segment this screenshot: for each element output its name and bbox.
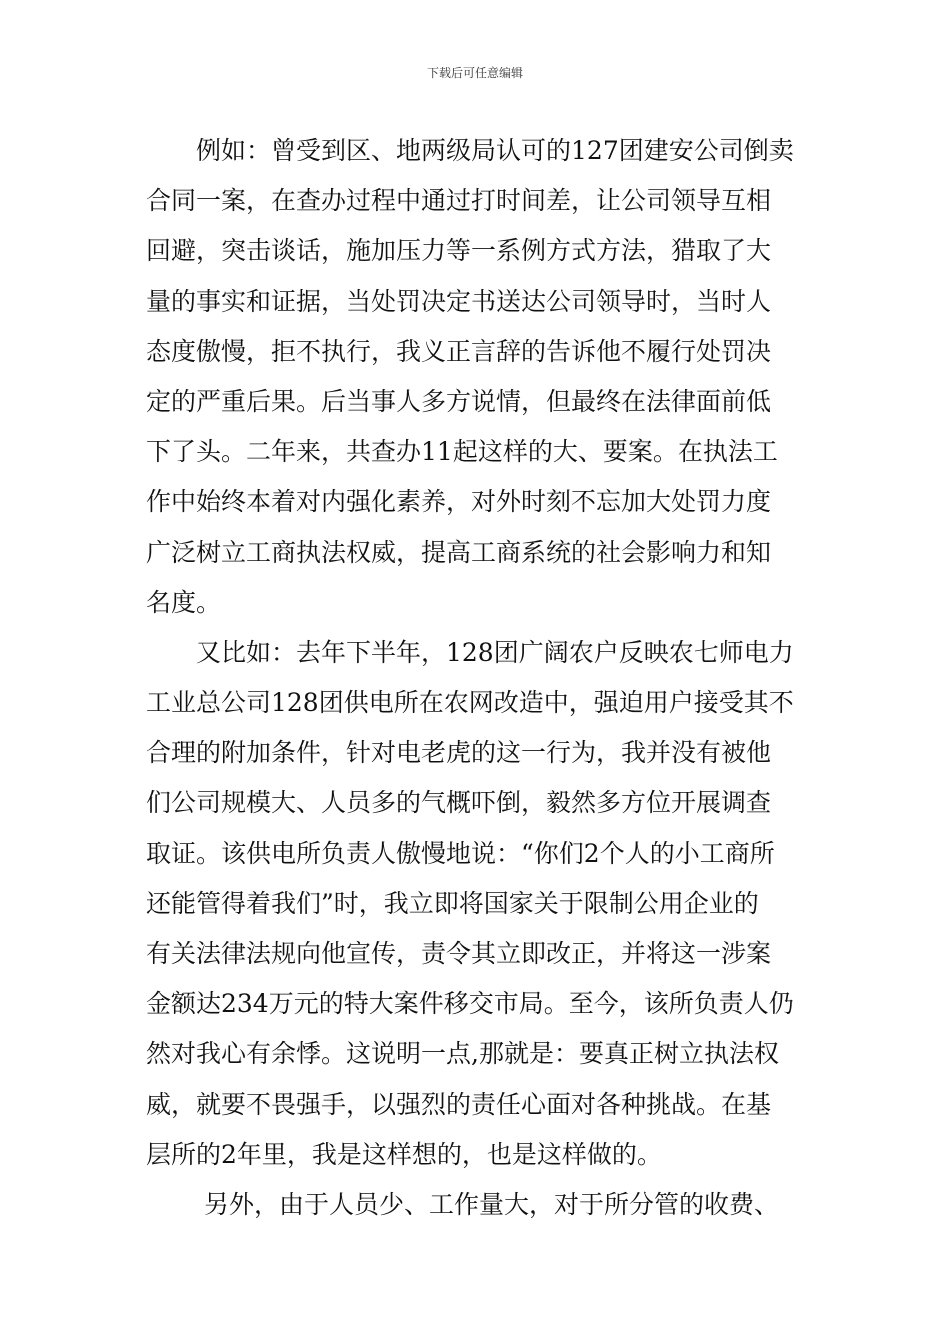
text-line: 们公司规模大、人员多的气概吓倒，毅然多方位开展调查 — [146, 788, 772, 818]
text-line: 下了头。二年来，共查办11起这样的大、要案。在执法工 — [146, 437, 778, 467]
text-line: 合同一案，在查办过程中通过打时间差，让公司领导互相 — [146, 186, 772, 216]
text-line: 量的事实和证据，当处罚决定书送达公司领导时，当时人 — [146, 286, 772, 316]
paragraph-1 — [146, 126, 810, 628]
paragraph-3 — [146, 1180, 810, 1230]
text-line: 威，就要不畏强手，以强烈的责任心面对各种挑战。在基 — [146, 1089, 772, 1119]
text-line: 金额达234万元的特大案件移交市局。至今，该所负责人仍 — [146, 989, 794, 1019]
text-line: 还能管得着我们”时，我立即将国家关于限制公用企业的 — [146, 888, 759, 918]
text-line: 回避，突击谈话，施加压力等一系例方式方法，猎取了大 — [146, 236, 772, 266]
page-header-note: 下载后可任意编辑 — [426, 66, 523, 80]
text-line: 名度。 — [146, 587, 222, 617]
text-line: 取证。该供电所负责人傲慢地说：“你们2个人的小工商所 — [146, 838, 775, 868]
paragraph-2 — [146, 628, 810, 1180]
text-line: 态度傲慢，拒不执行，我义正言辞的告诉他不履行处罚决 — [146, 336, 772, 366]
text-line: 合理的附加条件，针对电老虎的这一行为，我并没有被他 — [146, 738, 772, 768]
text-line: 然对我心有余悸。这说明一点,那就是：要真正树立执法权 — [146, 1039, 779, 1069]
text-line: 定的严重后果。后当事人多方说情，但最终在法律面前低 — [146, 386, 772, 416]
text-line: 广泛树立工商执法权威，提高工商系统的社会影响力和知 — [146, 537, 772, 567]
text-line: 又比如：去年下半年，128团广阔农户反映农七师电力 — [196, 637, 794, 667]
text-line: 例如：曾受到区、地两级局认可的127团建安公司倒卖 — [196, 136, 794, 165]
document-body — [146, 126, 810, 1230]
text-line: 有关法律法规向他宣传，责令其立即改正，并将这一涉案 — [146, 939, 772, 968]
text-line: 另外，由于人员少、工作量大，对于所分管的收费、 — [204, 1189, 780, 1219]
text-line: 工业总公司128团供电所在农网改造中，强迫用户接受其不 — [146, 688, 794, 718]
text-line: 层所的2年里，我是这样想的，也是这样做的。 — [146, 1139, 662, 1169]
text-line: 作中始终本着对内强化素养，对外时刻不忘加大处罚力度 — [146, 487, 772, 517]
